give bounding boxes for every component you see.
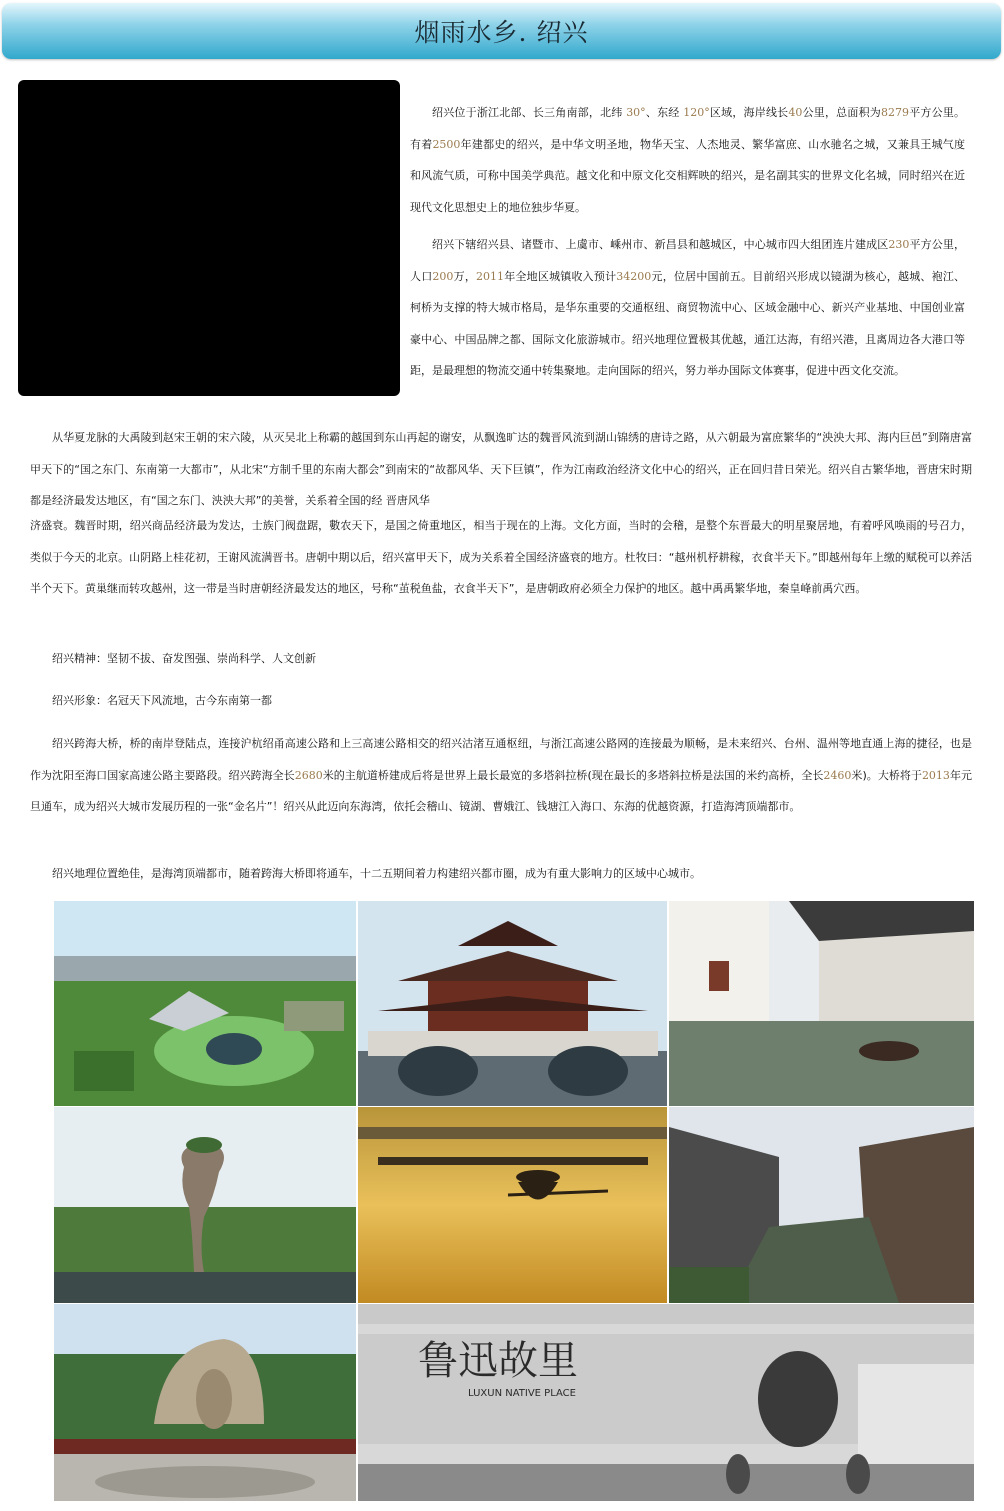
- text-segment: 平方公里。有着: [410, 106, 966, 151]
- city-aerial-photo: [54, 901, 356, 1106]
- number-value: 120°: [683, 106, 710, 119]
- sunset-boat-photo: [358, 1107, 667, 1303]
- water-town-canal-photo: [669, 901, 974, 1106]
- page-title: 烟雨水乡. 绍兴: [414, 18, 589, 47]
- rock-pillar-photo: [54, 1107, 356, 1303]
- history-paragraph: [30, 422, 972, 517]
- text-segment: 元，位居中国前五。目前绍兴形成以镜湖为核心，越城、袍江、柯桥为支撑的特大城市格局，是华东重要的交通枢纽、商贸物流中心、区域金融中心、新兴产业基地、中国创业富豪中心、中国品牌之都、国际文化旅游城市。绍兴地理位置极其优越，通江达海，有绍兴港，且离周边各大港口等距，是最理想的物流交通中转集聚地。走向国际的绍兴，努力举办国际文体赛事，促进中西文化交流。: [410, 269, 966, 378]
- history-line-2: 济盛衰。魏晋时期，绍兴商品经济最为发达，士族门阀盘踞，數农天下，是国之倚重地区，相当于现在的上海。文化方面，当时的会稽，是整个东晋最大的明星聚居地，有着呼风唤雨的号召力，类似于今天的北京。山阴路上桂花初，王谢风流满晋书。唐朝中期以后，绍兴富甲天下，成为关系着全国经济盛衰的地方。杜牧曰：“越州机杼耕稼，衣食半天下。”即越州每年上缴的赋税可以养活半个天下。黄巢继而转攻越州，这一带是当时唐朝经济最发达的地区，号称“茧税鱼盐，衣食半天下”，是唐朝政府必须全力保护的地区。越中禹禹繁华地，秦皇峰前禹穴西。: [30, 519, 972, 596]
- text-segment: 绍兴位于浙江北部、长三角南部，北纬: [432, 106, 627, 119]
- image-line: 绍兴形象：名冠天下风流地，古今东南第一都: [52, 694, 272, 707]
- pavilion-bridge-photo: [358, 901, 667, 1106]
- number-value: 2011: [476, 269, 505, 283]
- number-value: 40: [788, 106, 803, 119]
- text-segment: 绍兴下辖绍兴县、诸暨市、上虞市、嵊州市、新昌县和越城区，中心城市四大组团连片建成区: [432, 238, 889, 251]
- page-header: [2, 3, 1001, 59]
- text-segment: 年元旦通车，成为绍兴大城市发展历程的一张“金名片”！绍兴从此迈向东海湾，依托会稽山、镜湖、曹娥江、钱塘江入海口、东海的优越资源，打造海湾顶端都市。: [30, 768, 972, 814]
- text-segment: 年全地区城镇收入预计: [504, 269, 617, 283]
- history-paragraph-cont: [30, 510, 972, 605]
- intro-paragraph-2: [410, 229, 965, 387]
- spirit-line: 绍兴精神：坚韧不拔、奋发图强、崇尚科学、人文创新: [52, 652, 316, 665]
- text-segment: 区域，海岸线长: [709, 106, 789, 119]
- number-value: 2013: [921, 768, 950, 782]
- history-line-1: 从华夏龙脉的大禹陵到赵宋王朝的宋六陵，从灭吴北上称霸的越国到东山再起的谢安，从飘逸旷达的魏晋风流到湖山锦绣的唐诗之路，从六朝最为富庶繁华的“泱泱大邦、海内巨邑”到隋唐富甲天下的“国之东门、东南第一大都市”，从北宋“方制千里的东南大都会”到南宋的“故都风华、天下巨镇”，作为江南政治经济文化中心的绍兴，正在回归昔日荣光。绍兴自古繁华地，晋唐宋时期都是经济最发达地区，有“国之东门、泱泱大邦”的美誉，关系着全国的经 晋唐风华: [30, 431, 972, 508]
- luxun-sign-text: 鲁迅故里: [418, 1338, 578, 1384]
- video-player[interactable]: [18, 80, 400, 396]
- text-segment: 、东经: [645, 106, 684, 119]
- bridge-paragraph: [30, 728, 972, 823]
- text-segment: 万，: [453, 269, 477, 283]
- intro-paragraph-1: [410, 97, 965, 223]
- buddha-cliff-photo: [54, 1304, 356, 1501]
- text-segment: 平方公里，人口: [410, 238, 966, 283]
- number-value: 34200: [616, 269, 652, 283]
- luxun-sign-subtext: LUXUN NATIVE PLACE: [468, 1388, 576, 1399]
- number-value: 230: [888, 238, 910, 251]
- photo-gallery: [54, 901, 974, 1501]
- number-value: 2680: [294, 768, 323, 782]
- canal-houses-photo: [669, 1107, 974, 1303]
- text-segment: 米)。大桥将于: [851, 768, 922, 782]
- number-value: 8279: [881, 106, 909, 119]
- text-segment: 公里，总面积为: [802, 106, 881, 119]
- text-segment: 米的主航道桥建成后将是世界上最长最宽的多塔斜拉桥(现在最长的多塔斜拉桥是法国的米约高桥，全长: [322, 768, 824, 782]
- number-value: 30°: [626, 106, 646, 119]
- text-segment: 年建都史的绍兴，是中华文明圣地，物华天宝、人杰地灵、繁华富庶、山水驰名之城，又兼具王城气度和风流气质，可称中国美学典范。越文化和中原文化交相辉映的绍兴，是名副其实的世界文化名城，同时绍兴在近现代文化思想史上的地位独步华夏。: [410, 137, 966, 214]
- luxun-native-place-photo: [358, 1304, 974, 1501]
- number-value: 200: [432, 269, 454, 283]
- number-value: 2460: [823, 768, 852, 782]
- text-segment: 绍兴跨海大桥，桥的南岸登陆点，连接沪杭绍甬高速公路和上三高速公路相交的绍兴沽渚互通枢纽，与浙江高速公路网的连接最为顺畅，是未来绍兴、台州、温州等地直通上海的捷径，也是作为沈阳至海口国家高速公路主要路段。绍兴跨海全长: [30, 737, 972, 782]
- number-value: 2500: [432, 137, 461, 151]
- closing-line: 绍兴地理位置绝佳，是海湾顶端都市，随着跨海大桥即将通车，十二五期间着力构建绍兴都市圈，成为有重大影响力的区域中心城市。: [52, 867, 701, 880]
